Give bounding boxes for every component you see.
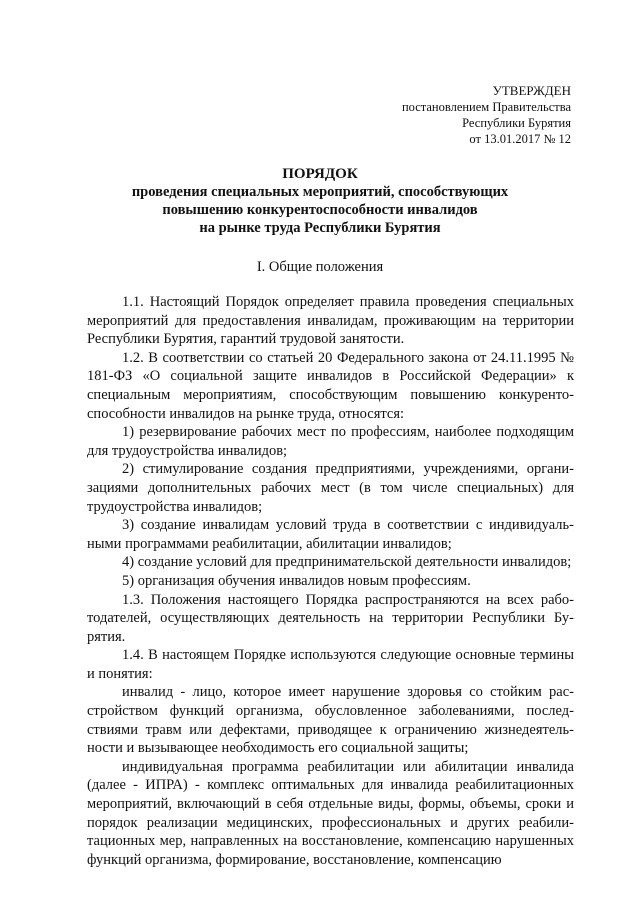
document-title-block bbox=[90, 165, 550, 237]
approval-heading: УТВЕРЖДЕН bbox=[492, 83, 571, 98]
paragraph-1-2: 1.2. В соответствии со статьей 20 Федерального закона от 24.11.1995 № 181-ФЗ «О социальной защите инвалидов в Российской Федерации» к специальным мероприятиям, способствующим повышению конкурентоспособности инвалидов на рынке труда, относятся: bbox=[87, 349, 574, 422]
list-item-5: 5) организация обучения инвалидов новым профессиям. bbox=[122, 572, 471, 589]
document-title: ПОРЯДОК bbox=[282, 166, 358, 182]
approval-line-2: Республики Бурятия bbox=[462, 116, 571, 130]
definition-invalid: инвалид - лицо, которое имеет нарушение здоровья со стойким расстройством функций организма, обусловленное заболеваниями, последствиями травм или дефектами, приводящее к ограничению жизнедеятельности и вызывающее необходимость его социальной защиты; bbox=[87, 684, 574, 757]
approval-stamp-block bbox=[402, 82, 571, 147]
approval-line-1: постановлением Правительства bbox=[401, 100, 571, 114]
approval-line-3: от 13.01.2017 № 12 bbox=[469, 132, 571, 146]
definition-ipra: индивидуальная программа реабилитации или абилитации инвалида (далее - ИПРА) - комплекс оптимальных для инвалида реабилитационных мероприятий, включающий в себя отдельные виды, формы, объемы, сроки и порядок реализации медицинских, профессиональных и других реабилитационных мер, направленных на восстановление, компенсацию нарушенных функций организма, формирование, восстановление, компенсацию bbox=[87, 758, 574, 868]
list-item-4: 4) создание условий для предпринимательской деятельности инвалидов; bbox=[122, 554, 572, 571]
paragraph-1-1: 1.1. Настоящий Порядок определяет правила проведения специальных мероприятий для предоставления инвалидам, проживающим на территории Республики Бурятия, гарантий трудовой занятости. bbox=[87, 294, 574, 348]
paragraph-1-3: 1.3. Положения настоящего Порядка распространяются на всех работодателей, осуществляющих деятельность на территории Республики Бурятия. bbox=[87, 591, 574, 645]
document-body bbox=[87, 293, 574, 869]
list-item-1: 1) резервирование рабочих мест по профессиям, наиболее подходящим для трудоустройства инвалидов; bbox=[87, 424, 574, 459]
document-subtitle-line-3: на рынке труда Республики Бурятия bbox=[199, 220, 441, 236]
section-heading: I. Общие положения bbox=[256, 259, 384, 275]
document-subtitle-line-2: повышению конкурентоспособности инвалидов bbox=[162, 202, 478, 218]
document-subtitle-line-1: проведения специальных мероприятий, способствующих bbox=[131, 184, 509, 200]
list-item-3: 3) создание инвалидам условий труда в соответствии с индивидуальными программами реабилитации, абилитации инвалидов; bbox=[87, 517, 574, 552]
paragraph-1-4: 1.4. В настоящем Порядке используются следующие основные термины и понятия: bbox=[87, 647, 574, 682]
list-item-2: 2) стимулирование создания предприятиями, учреждениями, организациями дополнительных рабочих мест (в том числе специальных) для трудоустройства инвалидов; bbox=[87, 461, 574, 515]
